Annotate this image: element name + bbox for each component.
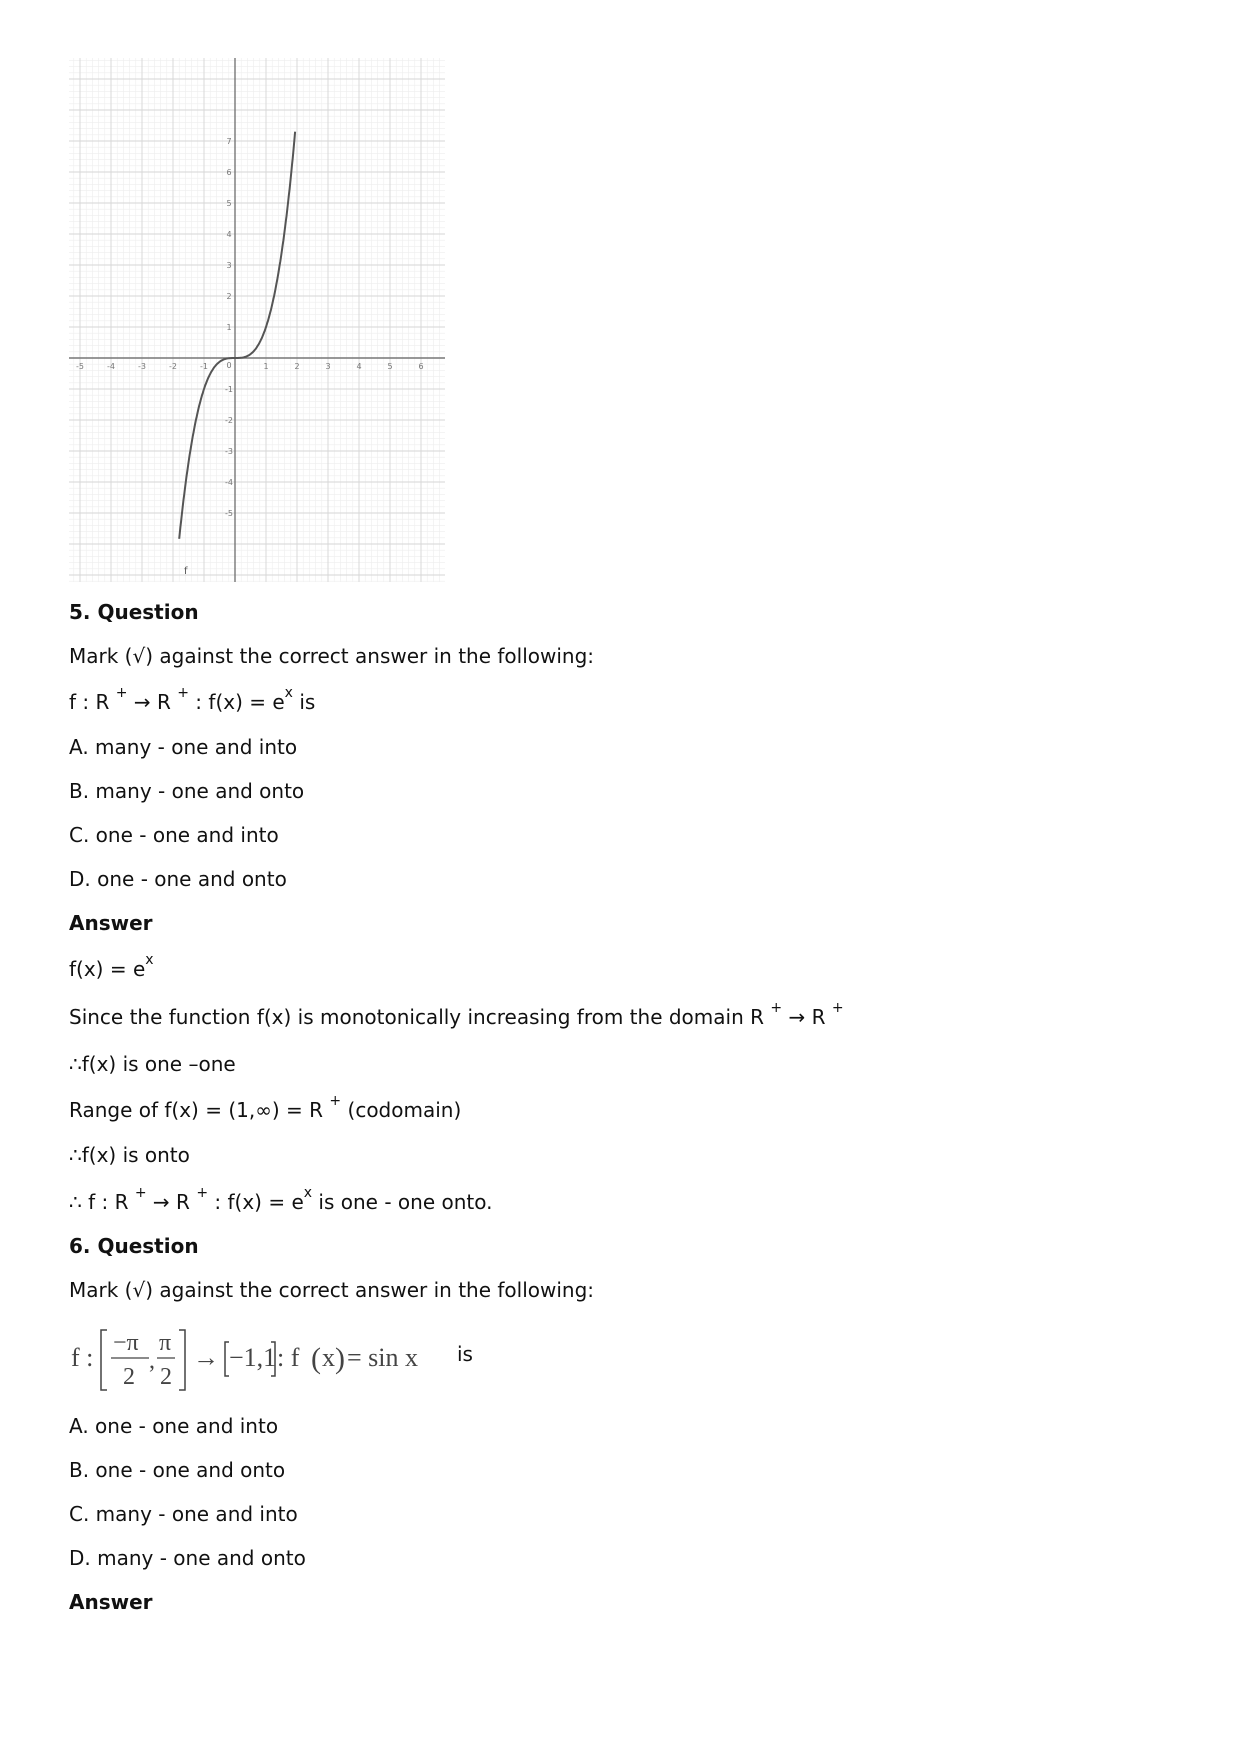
y-tick-label: 5 [226,199,232,208]
graph-curve-label: f [184,566,188,577]
svg-text:(: ( [311,1342,321,1375]
q5-solution-line-3: ∴f(x) is one –one [69,1052,236,1076]
y-tick-label: -2 [225,416,233,425]
svg-text:2: 2 [160,1364,172,1390]
q5-option-b: B. many - one and onto [69,779,305,803]
svg-text:π: π [159,1330,172,1356]
q5-option-a: A. many - one and into [69,735,298,759]
q5-option-d: D. one - one and onto [69,867,287,891]
q6-answer-heading: Answer [69,1590,153,1614]
q6-formula [69,1322,473,1394]
x-tick-label: 6 [418,362,424,371]
graph-axes [69,58,445,582]
function-graph [69,58,445,582]
x-tick-label: 5 [387,362,393,371]
q6-option-a: A. one - one and into [69,1414,279,1438]
y-tick-label: -3 [225,447,233,456]
x-tick-label: 3 [325,362,331,371]
q5-solution-line-2: Since the function f(x) is monotonically increasing from the domain R + → R + [69,1000,844,1029]
svg-text:f :: f : [71,1343,94,1372]
q5-solution-line-6: ∴ f : R + → R + : $f(x) = e^x$ is one - one onto. [69,1185,493,1214]
y-tick-label: 2 [226,292,232,301]
svg-text:x: x [322,1343,335,1372]
y-tick-label: 1 [226,323,232,332]
y-tick-label: 6 [226,168,232,177]
graph-curve [179,132,295,539]
y-tick-label: -4 [225,478,233,487]
x-tick-label: 2 [294,362,300,371]
y-tick-label: 3 [226,261,232,270]
q5-option-c: C. one - one and into [69,823,279,847]
svg-text:): ) [335,1342,345,1375]
svg-text:= sin x: = sin x [347,1343,419,1372]
svg-text:→: → [193,1343,219,1372]
svg-text:−π: −π [113,1330,139,1356]
graph-grid [69,58,445,582]
q6-option-c: C. many - one and into [69,1502,298,1526]
svg-text:,: , [149,1348,155,1374]
y-tick-label: 4 [226,230,232,239]
x-tick-label: -1 [200,362,208,371]
q5-solution-line-1: $f(x) = e^x$ [69,952,154,981]
q5-instruction: Mark (√) against the correct answer in the following: [69,644,595,668]
q5-answer-heading: Answer [69,911,153,935]
q6-formula-image [69,1322,449,1394]
q6-option-b: B. one - one and onto [69,1458,286,1482]
x-tick-label: 0 [226,361,232,370]
q5-solution-line-5: ∴f(x) is onto [69,1143,190,1167]
q6-stem-suffix: is [457,1342,473,1366]
x-tick-label: 1 [263,362,269,371]
q6-title: 6. Question [69,1234,199,1258]
q5-solution-line-4: Range of f(x) = (1,∞) = R + (codomain) [69,1093,462,1122]
y-tick-label: -1 [225,385,233,394]
svg-text:−1,1: −1,1 [229,1343,277,1372]
q5-stem: f : R + → R + : $f(x) = e^x$ is [69,685,316,714]
q5-title: 5. Question [69,600,199,624]
x-tick-label: 4 [356,362,362,371]
x-tick-label: -5 [76,362,84,371]
y-tick-label: 7 [226,137,232,146]
x-tick-label: -3 [138,362,146,371]
x-tick-label: -2 [169,362,177,371]
svg-text:: f: : f [277,1343,300,1372]
y-tick-label: -5 [225,509,233,518]
q6-option-d: D. many - one and onto [69,1546,306,1570]
svg-text:2: 2 [123,1364,135,1390]
x-tick-label: -4 [107,362,115,371]
q6-instruction: Mark (√) against the correct answer in the following: [69,1278,595,1302]
